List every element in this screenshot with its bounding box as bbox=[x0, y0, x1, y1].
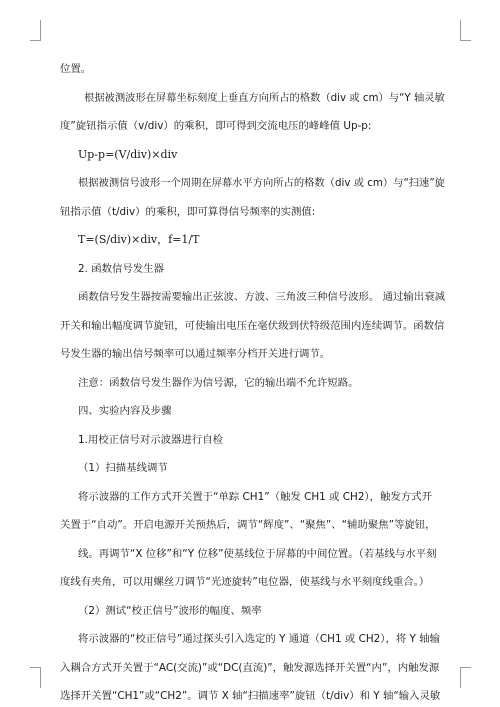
text-line: 线。再调节“X 位移”和“Y 位移”使基线位于屏幕的中间位置。（若基线与水平刻 bbox=[78, 548, 437, 560]
subsection-heading: （2）测试“校正信号”波形的幅度、频率 bbox=[78, 605, 262, 617]
text-line: 将示波器的工作方式开关置于“单踪 CH1”（触发 CH1 或 CH2），触发方式开 bbox=[78, 491, 432, 503]
text-line: 选择开关置“CH1”或“CH2”。调节 X 轴“扫描速率”旋钮（t/div）和 Y 轴“输入灵敏 bbox=[60, 690, 441, 702]
section-heading: 四、实验内容及步骤 bbox=[78, 405, 172, 417]
text-line: 开关和输出幅度调节旋钮，可使输出电压在毫伏级到伏特级范围内连续调节。函数信 bbox=[60, 320, 445, 332]
text-line: 位置。 bbox=[60, 63, 92, 75]
crop-mark-bottom-left bbox=[30, 667, 41, 688]
text-line: 根据被测信号波形一个周期在屏幕水平方向所占的格数（div 或 cm）与“扫速”旋 bbox=[78, 177, 445, 189]
text-line: 根据被测波形在屏幕坐标刻度上垂直方向所占的格数（div 或 cm）与“Y 轴灵敏 bbox=[84, 92, 445, 104]
text-line: 号发生器的输出信号频率可以通过频率分档开关进行调节。 bbox=[60, 348, 331, 360]
formula-line: T=(S/div)×div，f=1/T bbox=[78, 233, 200, 246]
text-line: 将示波器的“校正信号”通过探头引入选定的 Y 通道（CH1 或 CH2），将 Y 轴输 bbox=[78, 633, 440, 645]
crop-mark-bottom-right bbox=[460, 667, 471, 688]
text-line: 钮指示值（t/div）的乘积，即可算得信号频率的实测值: bbox=[60, 206, 316, 218]
section-heading: 2. 函数信号发生器 bbox=[78, 263, 164, 275]
text-line: 度”旋钮指示值（v/div）的乘积，即可得到交流电压的峰峰值 Up-p: bbox=[60, 120, 372, 132]
text-line: 注意：函数信号发生器作为信号源，它的输出端不允许短路。 bbox=[78, 377, 359, 389]
text-line: 度线有夹角，可以用螺丝刀调节“光迹旋转”电位器，使基线与水平刻度线重合。） bbox=[60, 576, 430, 588]
text-line: 入耦合方式开关置于“AC(交流)”或“DC(直流)”，触发源选择开关置“内”，内触发源 bbox=[60, 662, 440, 674]
subsection-heading: 1.用校正信号对示波器进行自检 bbox=[78, 434, 223, 446]
text-line: 函数信号发生器按需要输出正弦波、方波、三角波三种信号波形。 通过输出衰减 bbox=[78, 291, 445, 303]
crop-mark-top-left bbox=[30, 20, 41, 41]
text-line: 关置于“自动”。开启电源开关预热后，调节“辉度”、“聚焦”、“辅助聚焦”等旋钮， bbox=[60, 519, 436, 531]
subsection-heading: （1）扫描基线调节 bbox=[78, 462, 168, 474]
formula-line: Up-p=(V/div)×div bbox=[78, 148, 178, 161]
crop-mark-top-right bbox=[460, 20, 471, 41]
